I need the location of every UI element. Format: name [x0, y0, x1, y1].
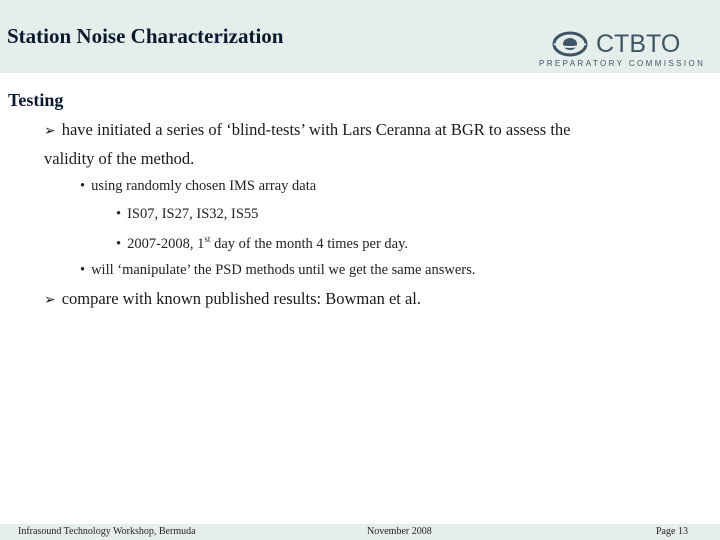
- dates-text-suffix: day of the month 4 times per day.: [210, 235, 409, 252]
- footer-bar: [0, 524, 720, 540]
- sub-bullet-manipulate: [80, 262, 475, 279]
- sub-bullet-text: will ‘manipulate’ the PSD methods until we get the same answers.: [91, 262, 476, 278]
- header-bar: [0, 0, 720, 73]
- sub-bullet-random-data: [80, 178, 316, 195]
- bullet-text-line1: have initiated a series of ‘blind-tests’ with Lars Ceranna at BGR to assess the: [61, 120, 571, 139]
- dates-superscript: st: [204, 234, 211, 244]
- bullet-dot-icon: •: [80, 262, 86, 278]
- sub-sub-bullet-text: IS07, IS27, IS32, IS55: [127, 206, 259, 222]
- ctbto-emblem-icon: [552, 30, 588, 58]
- bullet-compare: [44, 285, 664, 314]
- bullet-text: compare with known published results: Bowman et al.: [61, 289, 422, 308]
- bullet-dot-icon: •: [116, 206, 122, 222]
- section-heading: Testing: [8, 90, 64, 110]
- bullet-dot-icon: •: [80, 178, 86, 194]
- ctbto-logo: [538, 30, 706, 70]
- footer-event: Infrasound Technology Workshop, Bermuda: [18, 526, 196, 537]
- slide-title: Station Noise Characterization: [7, 24, 284, 48]
- logo-subtitle: PREPARATORY COMMISSION: [539, 59, 706, 68]
- arrow-bullet-icon: ➢: [44, 123, 56, 139]
- sub-sub-bullet-dates: [116, 234, 408, 253]
- bullet-blind-tests: [44, 116, 664, 173]
- bullet-text-line2: validity of the method.: [44, 149, 195, 168]
- sub-sub-bullet-stations: [116, 206, 258, 223]
- sub-bullet-text: using randomly chosen IMS array data: [91, 178, 317, 194]
- arrow-bullet-icon: ➢: [44, 292, 56, 308]
- logo-text: CTBTO: [596, 30, 681, 58]
- footer-date: November 2008: [367, 526, 432, 537]
- dates-text-prefix: 2007-2008, 1: [127, 235, 205, 252]
- bullet-dot-icon: •: [116, 235, 122, 252]
- footer-page-number: Page 13: [656, 526, 688, 537]
